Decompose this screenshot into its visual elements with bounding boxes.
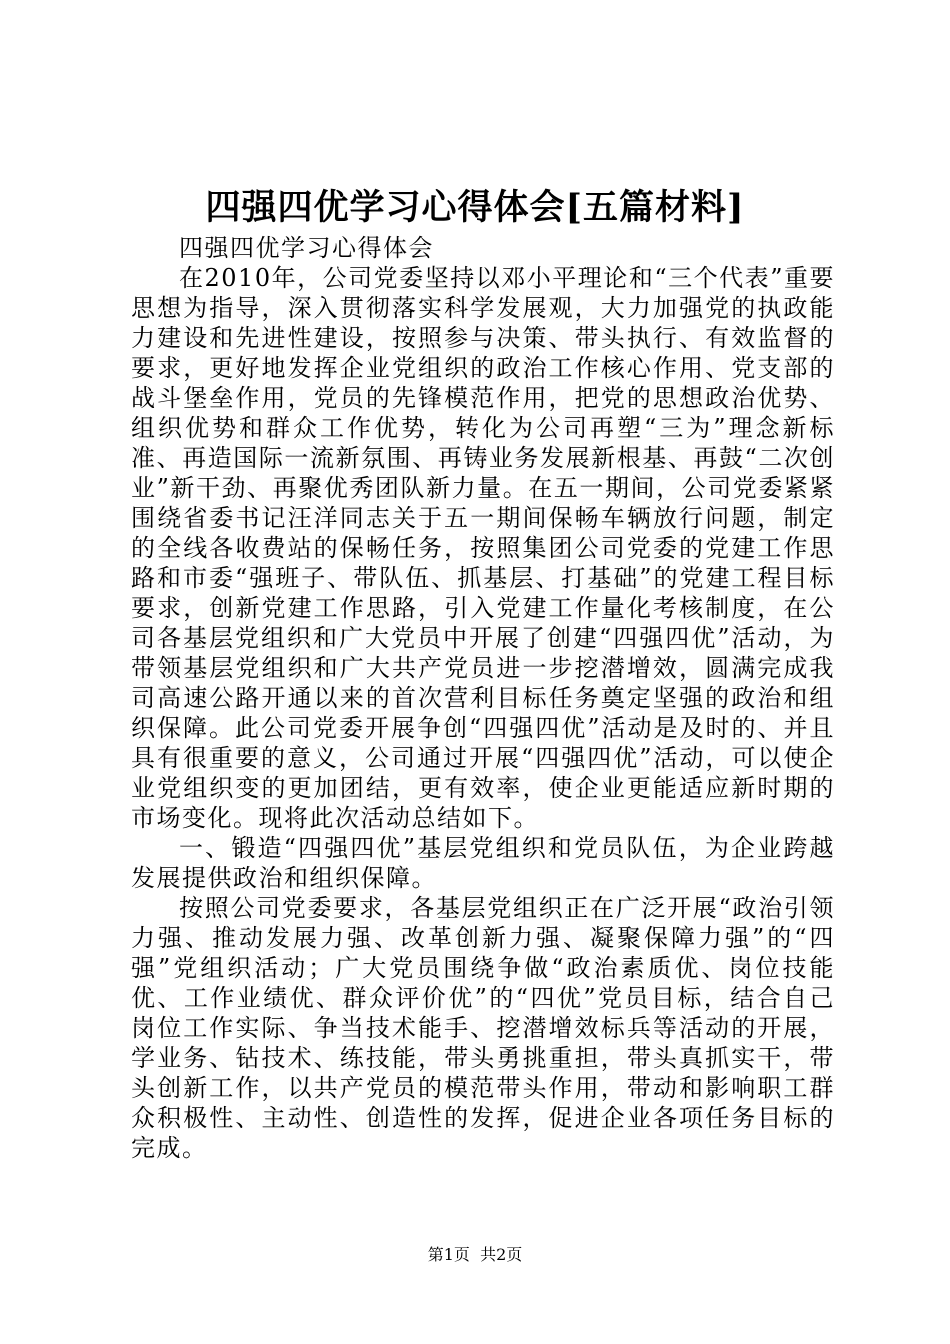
document-body <box>131 233 835 1163</box>
paragraph-subtitle: 四强四优学习心得体会 <box>179 234 434 262</box>
document-title: 四强四优学习心得体会[五篇材料] <box>205 187 745 228</box>
page-number: 第1页 共2页 <box>427 1245 523 1264</box>
paragraph-section-heading: 一、锻造“四强四优”基层党组织和党员队伍，为企业跨越发展提供政治和组织保障。 <box>131 834 835 892</box>
paragraph-intro: 在2010年，公司党委坚持以邓小平理论和“三个代表”重要思想为指导，深入贯彻落实科学发展观，大力加强党的执政能力建设和先进性建设，按照参与决策、带头执行、有效监督的要求，更好地发挥企业党组织的政治工作核心作用、党支部的战斗堡垒作用，党员的先锋模范作用，把党的思想政治优势、组织优势和群众工作优势，转化为公司再塑“三为”理念新标准、再造国际一流新氛围、再铸业务发展新根基、再鼓“二次创业”新干劲、再聚优秀团队新力量。在五一期间，公司党委紧紧围绕省委书记汪洋同志关于五一期间保畅车辆放行问题，制定的全线各收费站的保畅任务，按照集团公司党委的党建工作思路和市委“强班子、带队伍、抓基层、打基础”的党建工程目标要求，创新党建工作思路，引入党建工作量化考核制度，在公司各基层党组织和广大党员中开展了创建“四强四优”活动，为带领基层党组织和广大共产党员进一步挖潜增效，圆满完成我司高速公路开通以来的首次营利目标任务奠定坚强的政治和组织保障。此公司党委开展争创“四强四优”活动是及时的、并且具有很重要的意义，公司通过开展“四强四优”活动，可以使企业党组织变的更加团结，更有效率，使企业更能适应新时期的市场变化。现将此次活动总结如下。 <box>131 264 835 832</box>
page-footer <box>0 1244 950 1266</box>
paragraph-section-body: 按照公司党委要求，各基层党组织正在广泛开展“政治引领力强、推动发展力强、改革创新力强、凝聚保障力强”的“四强”党组织活动；广大党员围绕争做“政治素质优、岗位技能优、工作业绩优、群众评价优”的“四优”党员目标，结合自己岗位工作实际、争当技术能手、挖潜增效标兵等活动的开展，学业务、钻技术、练技能，带头勇挑重担，带头真抓实干，带头创新工作，以共产党员的模范带头作用，带动和影响职工群众积极性、主动性、创造性的发挥，促进企业各项任务目标的完成。 <box>131 894 835 1162</box>
